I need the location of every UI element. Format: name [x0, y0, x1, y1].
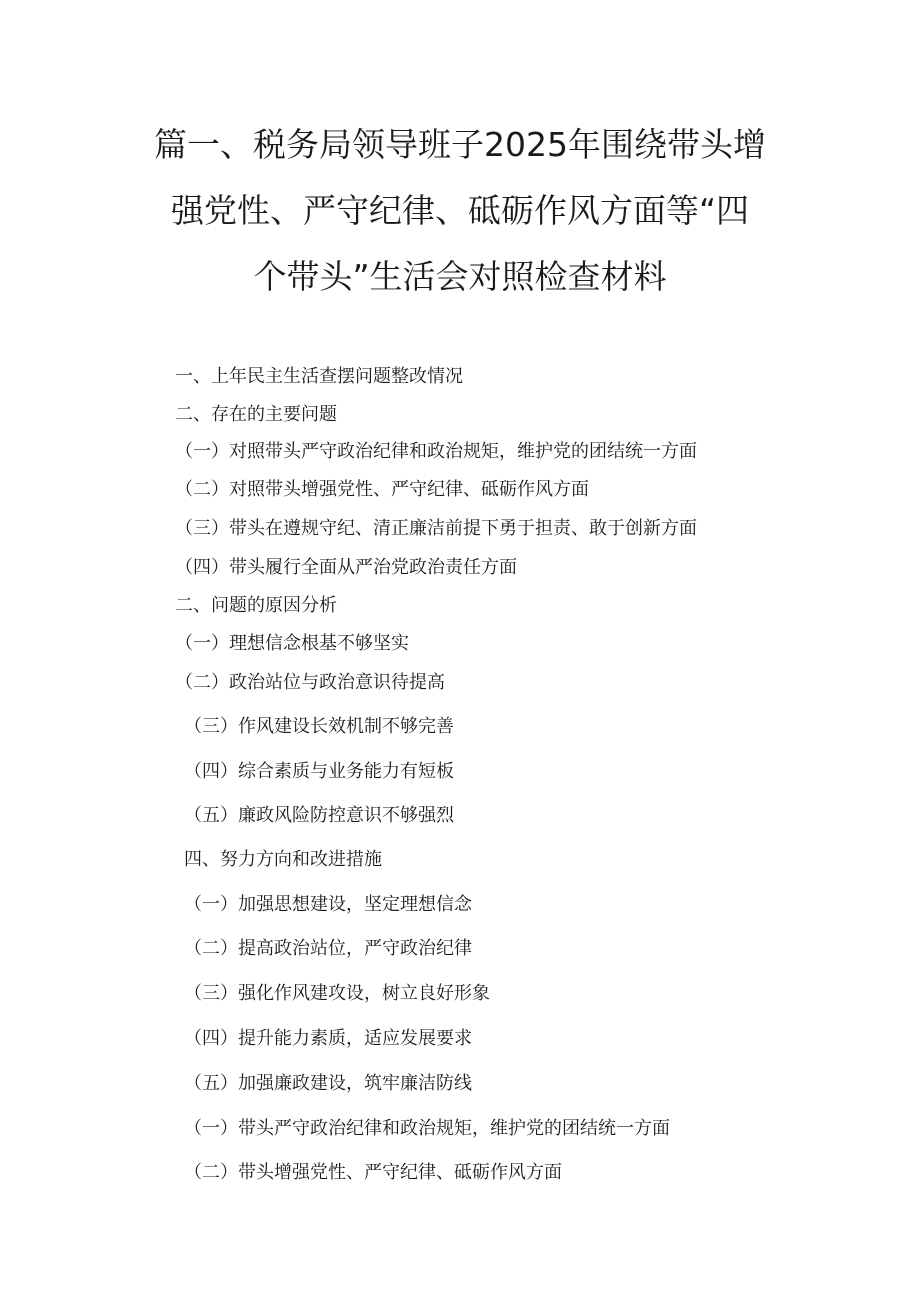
outline-item: （五）加强廉政建设，筑牢廉洁防线 — [184, 1073, 472, 1094]
title-line-2: 强党性、严守纪律、砥砺作风方面等“四 — [170, 191, 750, 230]
outline-item: （四）提升能力素质，适应发展要求 — [184, 1028, 472, 1049]
outline-item: （三）带头在遵规守纪、清正廉洁前提下勇于担责、敢于创新方面 — [175, 518, 697, 539]
outline-item: （二）带头增强党性、严守纪律、砥砺作风方面 — [184, 1162, 562, 1183]
outline-heading: 二、问题的原因分析 — [175, 595, 337, 616]
outline-item: （三）作风建设长效机制不够完善 — [184, 716, 454, 737]
outline-item: （二）对照带头增强党性、严守纪律、砥砺作风方面 — [175, 479, 589, 500]
outline-item: （二）提高政治站位，严守政治纪律 — [184, 938, 472, 959]
outline-heading: 一、上年民主生活查摆问题整改情况 — [175, 366, 463, 387]
outline-item: （五）廉政风险防控意识不够强烈 — [184, 805, 454, 826]
title-line-1: 篇一、税务局领导班子2025年围绕带头增 — [154, 125, 766, 164]
outline-item: （二）政治站位与政治意识待提高 — [175, 672, 445, 693]
outline-item: （一）带头严守政治纪律和政治规矩，维护党的团结统一方面 — [184, 1118, 670, 1139]
outline-item: （一）对照带头严守政治纪律和政治规矩，维护党的团结统一方面 — [175, 441, 697, 462]
outline-item: （一）加强思想建设，坚定理想信念 — [184, 894, 472, 915]
outline-item: （四）综合素质与业务能力有短板 — [184, 761, 454, 782]
outline-heading: 二、存在的主要问题 — [175, 404, 337, 425]
outline-item: （四）带头履行全面从严治党政治责任方面 — [175, 557, 517, 578]
title-line-3: 个带头”生活会对照检查材料 — [253, 257, 667, 296]
outline-item: （一）理想信念根基不够坚实 — [175, 633, 409, 654]
outline-heading: 四、努力方向和改进措施 — [184, 849, 382, 870]
outline-item: （三）强化作风建攻设，树立良好形象 — [184, 983, 490, 1004]
